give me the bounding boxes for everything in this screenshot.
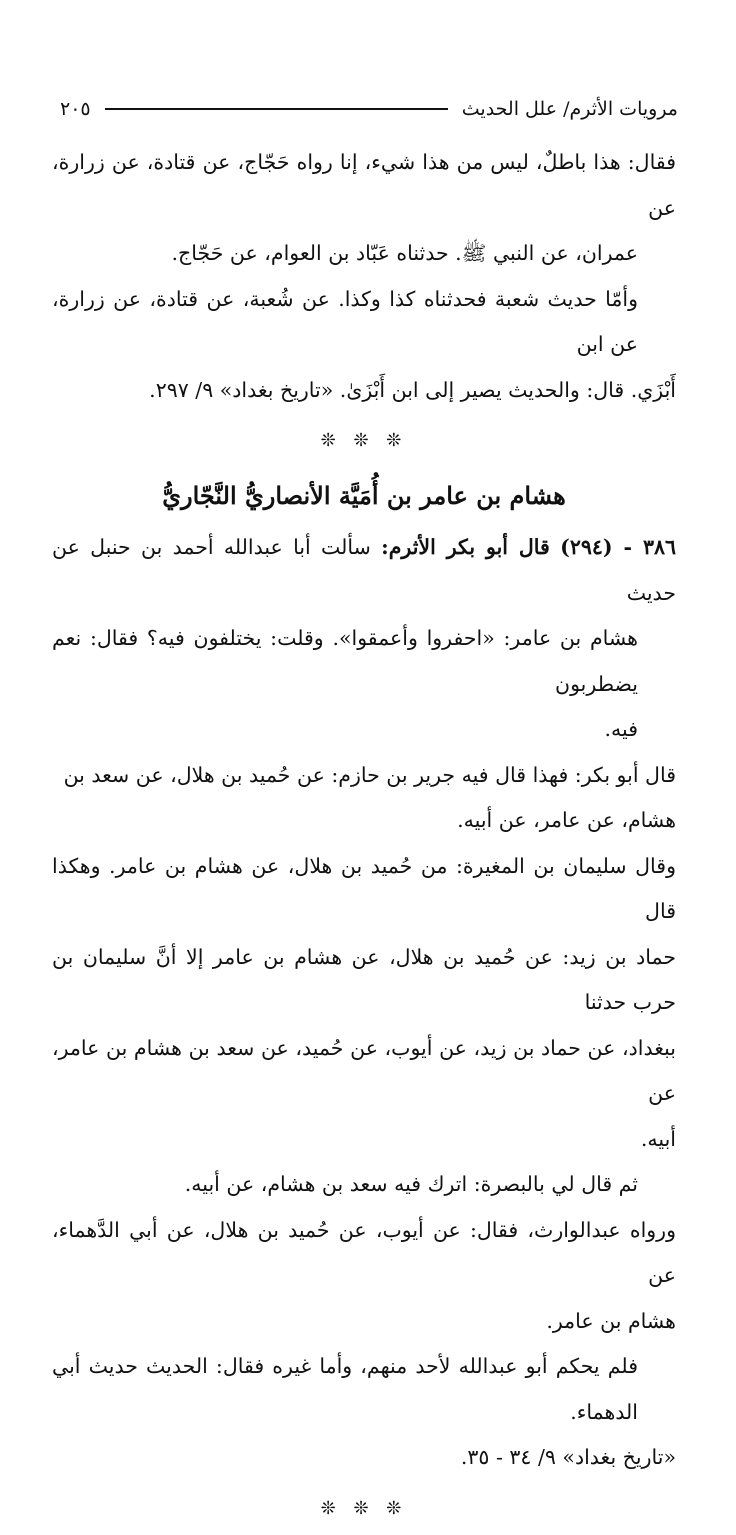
text-line: أَبْزَي. قال: والحديث يصير إلى ابن أَبْزَىٰ. «تاريخ بغداد» ٩/ ٢٩٧. [149,377,676,402]
text-line: فقال: هذا باطلٌ، ليس من هذا شيء، إنا رواه حَجّاج، عن قتادة، عن زرارة، عن [52,150,676,220]
paragraph-sulayman [52,844,676,1163]
paragraph-abdulwarith [52,1208,676,1345]
section-title: هشام بن عامر بن أُمَيَّة الأنصاريُّ النَّجّاريُّ [162,481,566,510]
text-line: ورواه عبدالوارث، فقال: عن أيوب، عن حُميد بن هلال، عن أبي الدَّهماء، عن [52,1217,676,1287]
header-rule [105,108,448,110]
paragraph-abu-bakr [52,753,676,844]
text-line: هشام، عن عامر، عن أبيه. [457,808,676,832]
text-line: هشام بن عامر. [546,1308,676,1333]
text-line: ببغداد، عن حماد بن زيد، عن أيوب، عن حُميد، عن سعد بن هشام بن عامر، عن [52,1035,676,1105]
entry-lead: قال أبو بكر الأثرم: [381,535,550,559]
text-line: قال أبو بكر: فهذا قال فيه جرير بن حازم: عن حُميد بن هلال، عن سعد بن [63,762,676,787]
section-separator: ❊ ❊ ❊ [320,430,408,451]
section-separator-end: ❊ ❊ ❊ [320,1497,408,1519]
entry-text: سألت أبا عبدالله أحمد بن حنبل عن حديث [52,535,676,605]
paragraph-basra [52,1162,676,1208]
paragraph-conclusion [52,1344,676,1481]
text-line: حماد بن زيد: عن حُميد بن هلال، عن هشام بن عامر إلا أنَّ سليمان بن حرب حدثنا [52,944,676,1014]
text-line: عمران، عن النبي ﷺ. حدثناه عَبّاد بن العوام، عن حَجّاج. [171,241,638,265]
text-line: ثم قال لي بالبصرة: اترك فيه سعد بن هشام، عن أبيه. [184,1172,638,1196]
entry-386 [52,525,676,753]
running-title: مرويات الأثرم/ علل الحديث [461,98,678,120]
text-line: «تاريخ بغداد» ٩/ ٣٤ - ٣٥. [460,1445,676,1469]
text-line: فيه. [604,717,638,741]
text-line: أبيه. [640,1126,676,1151]
top-paragraph-2 [52,277,676,414]
text-line: وقال سليمان بن المغيرة: من حُميد بن هلال، عن هشام بن عامر. وهكذا قال [52,853,676,923]
text-line: وأمّا حديث شعبة فحدثناه كذا وكذا. عن شُعبة، عن قتادة، عن زرارة، عن ابن [52,286,638,356]
text-line: فلم يحكم أبو عبدالله لأحد منهم، وأما غيره فقال: الحديث حديث أبي الدهماء. [52,1354,638,1424]
top-paragraph [52,140,676,277]
page-body [52,140,676,1535]
page-header [60,92,678,126]
text-line [52,525,676,616]
entry-number: ٣٨٦ - (٢٩٤) [560,535,677,559]
page-number: ٢٠٥ [60,98,91,120]
text-line: هشام بن عامر: «احفروا وأعمقوا». وقلت: يختلفون فيه؟ فقال: نعم يضطربون [52,626,638,696]
